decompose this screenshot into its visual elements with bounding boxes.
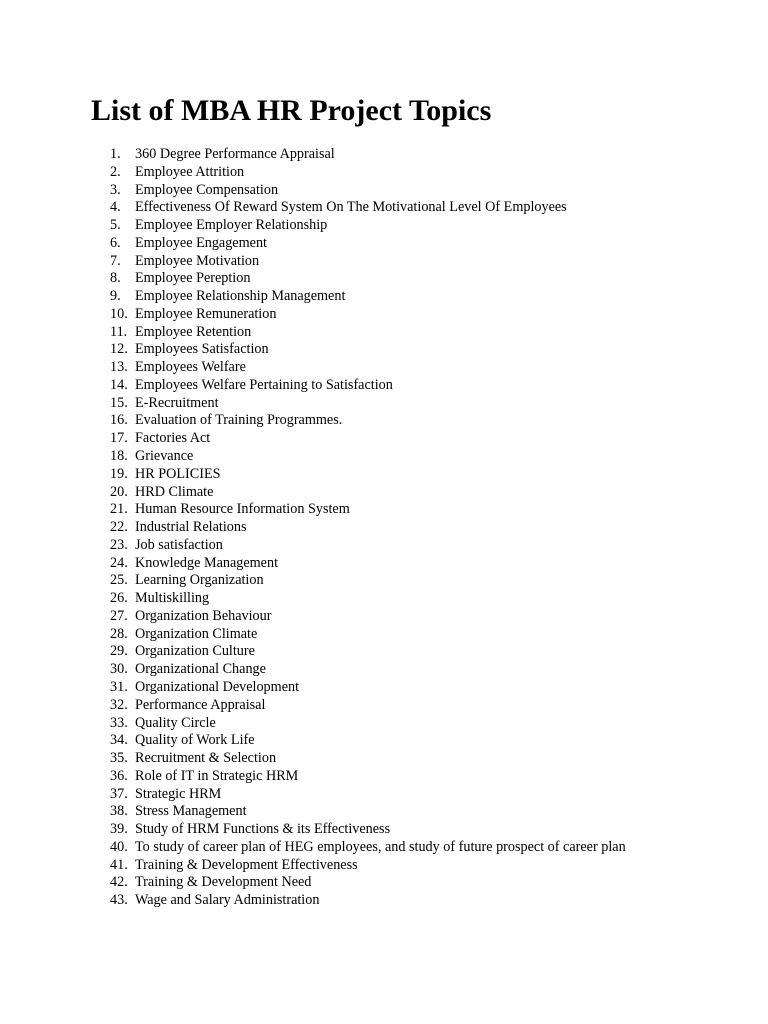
list-item-number: 29.: [110, 643, 128, 660]
list-item: [110, 768, 626, 786]
list-item-number: 17.: [110, 430, 128, 447]
list-item-text: Study of HRM Functions & its Effectiveness: [135, 821, 391, 838]
list-item: [110, 786, 626, 804]
list-item-text: Training & Development Need: [135, 874, 312, 891]
list-item-number: 38.: [110, 803, 128, 820]
list-item-number: 15.: [110, 394, 128, 411]
list-item-text: Organization Climate: [135, 625, 258, 642]
list-item-number: 7.: [110, 252, 121, 269]
list-item-number: 11.: [110, 323, 128, 340]
list-item: [110, 715, 626, 733]
list-item-text: Employee Attrition: [135, 163, 245, 180]
list-item-number: 2.: [110, 163, 121, 180]
list-item: [110, 750, 626, 768]
list-item-text: E-Recruitment: [135, 394, 219, 411]
list-item: [110, 803, 626, 821]
list-item-number: 30.: [110, 661, 128, 678]
list-item-text: Learning Organization: [135, 572, 264, 589]
list-item-number: 13.: [110, 359, 128, 376]
list-item-number: 28.: [110, 625, 128, 642]
list-item-text: Employee Compensation: [135, 181, 279, 198]
list-item: [110, 839, 626, 857]
list-item: [110, 359, 626, 377]
list-item-text: Human Resource Information System: [135, 501, 350, 518]
list-item-text: Employees Welfare Pertaining to Satisfaction: [135, 376, 393, 393]
list-item-number: 4.: [110, 199, 121, 216]
list-item-text: Industrial Relations: [135, 519, 247, 536]
list-item: [110, 892, 626, 910]
list-item-text: Effectiveness Of Reward System On The Motivational Level Of Employees: [135, 199, 567, 216]
list-item-number: 33.: [110, 714, 128, 731]
list-item: [110, 608, 626, 626]
list-item-number: 1.: [110, 146, 121, 162]
list-item-number: 32.: [110, 696, 128, 713]
list-item: [110, 732, 626, 750]
list-item-number: 9.: [110, 288, 121, 305]
list-item-text: Employees Welfare: [135, 359, 246, 376]
list-item-number: 12.: [110, 341, 128, 358]
list-item: [110, 572, 626, 590]
list-item: [110, 270, 626, 288]
list-item-number: 22.: [110, 519, 128, 536]
list-item-text: HRD Climate: [135, 483, 214, 500]
list-item: [110, 501, 626, 519]
list-item-text: Grievance: [135, 448, 194, 465]
list-item-number: 27.: [110, 607, 128, 624]
list-item: [110, 430, 626, 448]
list-item: [110, 448, 626, 466]
list-item: [110, 395, 626, 413]
list-item: [110, 377, 626, 395]
list-item-text: Job satisfaction: [135, 536, 223, 553]
list-item: [110, 324, 626, 342]
list-item-number: 8.: [110, 270, 121, 287]
list-item-number: 3.: [110, 181, 121, 198]
list-item-text: Evaluation of Training Programmes.: [135, 412, 343, 429]
list-item-text: Stress Management: [135, 803, 247, 820]
list-item-text: Employee Relationship Management: [135, 288, 346, 305]
list-item-number: 43.: [110, 892, 128, 909]
list-item-text: Organization Culture: [135, 643, 255, 660]
list-item-text: Employee Pereption: [135, 270, 251, 287]
list-item-number: 24.: [110, 554, 128, 571]
list-item-number: 26.: [110, 590, 128, 607]
list-item-text: 360 Degree Performance Appraisal: [135, 146, 335, 162]
list-item-text: Organizational Development: [135, 678, 300, 695]
list-item-text: Role of IT in Strategic HRM: [135, 767, 299, 784]
list-item-text: Factories Act: [135, 430, 211, 447]
list-item-text: Performance Appraisal: [135, 696, 266, 713]
list-item-number: 39.: [110, 821, 128, 838]
list-item-text: HR POLICIES: [135, 465, 221, 482]
list-item-number: 25.: [110, 572, 128, 589]
list-item-text: Multiskilling: [135, 590, 210, 607]
list-item: [110, 146, 626, 164]
list-item-text: To study of career plan of HEG employees, and study of future prospect of career plan: [135, 838, 626, 855]
list-item: [110, 590, 626, 608]
list-item-number: 19.: [110, 465, 128, 482]
list-item-number: 20.: [110, 483, 128, 500]
list-item-text: Employee Retention: [135, 323, 252, 340]
list-item: [110, 484, 626, 502]
list-item: [110, 199, 626, 217]
list-item: [110, 412, 626, 430]
list-item-number: 14.: [110, 376, 128, 393]
list-item: [110, 306, 626, 324]
list-item: [110, 697, 626, 715]
list-item-text: Wage and Salary Administration: [135, 892, 320, 909]
list-item: [110, 217, 626, 235]
list-item-number: 35.: [110, 750, 128, 767]
list-item: [110, 661, 626, 679]
topic-list: [110, 146, 626, 910]
list-item-text: Employee Motivation: [135, 252, 260, 269]
list-item: [110, 537, 626, 555]
page-title: List of MBA HR Project Topics: [91, 94, 492, 127]
list-item-number: 10.: [110, 305, 128, 322]
list-item: [110, 341, 626, 359]
list-item: [110, 288, 626, 306]
list-item-number: 34.: [110, 732, 128, 749]
list-item-text: Organization Behaviour: [135, 607, 272, 624]
list-item-number: 18.: [110, 448, 128, 465]
list-item-text: Employees Satisfaction: [135, 341, 269, 358]
list-item-number: 42.: [110, 874, 128, 891]
list-item: [110, 874, 626, 892]
list-item: [110, 555, 626, 573]
list-item-text: Organizational Change: [135, 661, 266, 678]
list-item-number: 40.: [110, 838, 128, 855]
list-item-number: 36.: [110, 767, 128, 784]
list-item-number: 5.: [110, 217, 121, 234]
list-item: [110, 643, 626, 661]
list-item-number: 23.: [110, 536, 128, 553]
list-item-text: Knowledge Management: [135, 554, 279, 571]
list-item: [110, 253, 626, 271]
list-item-number: 21.: [110, 501, 128, 518]
list-item-number: 16.: [110, 412, 128, 429]
list-item-number: 37.: [110, 785, 128, 802]
list-item-number: 6.: [110, 234, 121, 251]
list-item-text: Employee Engagement: [135, 234, 267, 251]
list-item: [110, 182, 626, 200]
list-item: [110, 857, 626, 875]
list-item: [110, 679, 626, 697]
list-item-text: Training & Development Effectiveness: [135, 856, 358, 873]
list-item: [110, 466, 626, 484]
list-item-text: Quality of Work Life: [135, 732, 255, 749]
list-item: [110, 519, 626, 537]
list-item-text: Recruitment & Selection: [135, 750, 277, 767]
list-item-text: Employee Remuneration: [135, 305, 277, 322]
list-item: [110, 235, 626, 253]
list-item-text: Employee Employer Relationship: [135, 217, 328, 234]
list-item-number: 31.: [110, 678, 128, 695]
list-item-text: Quality Circle: [135, 714, 216, 731]
list-item: [110, 164, 626, 182]
list-item: [110, 821, 626, 839]
list-item-number: 41.: [110, 856, 128, 873]
list-item-text: Strategic HRM: [135, 785, 222, 802]
list-item: [110, 626, 626, 644]
